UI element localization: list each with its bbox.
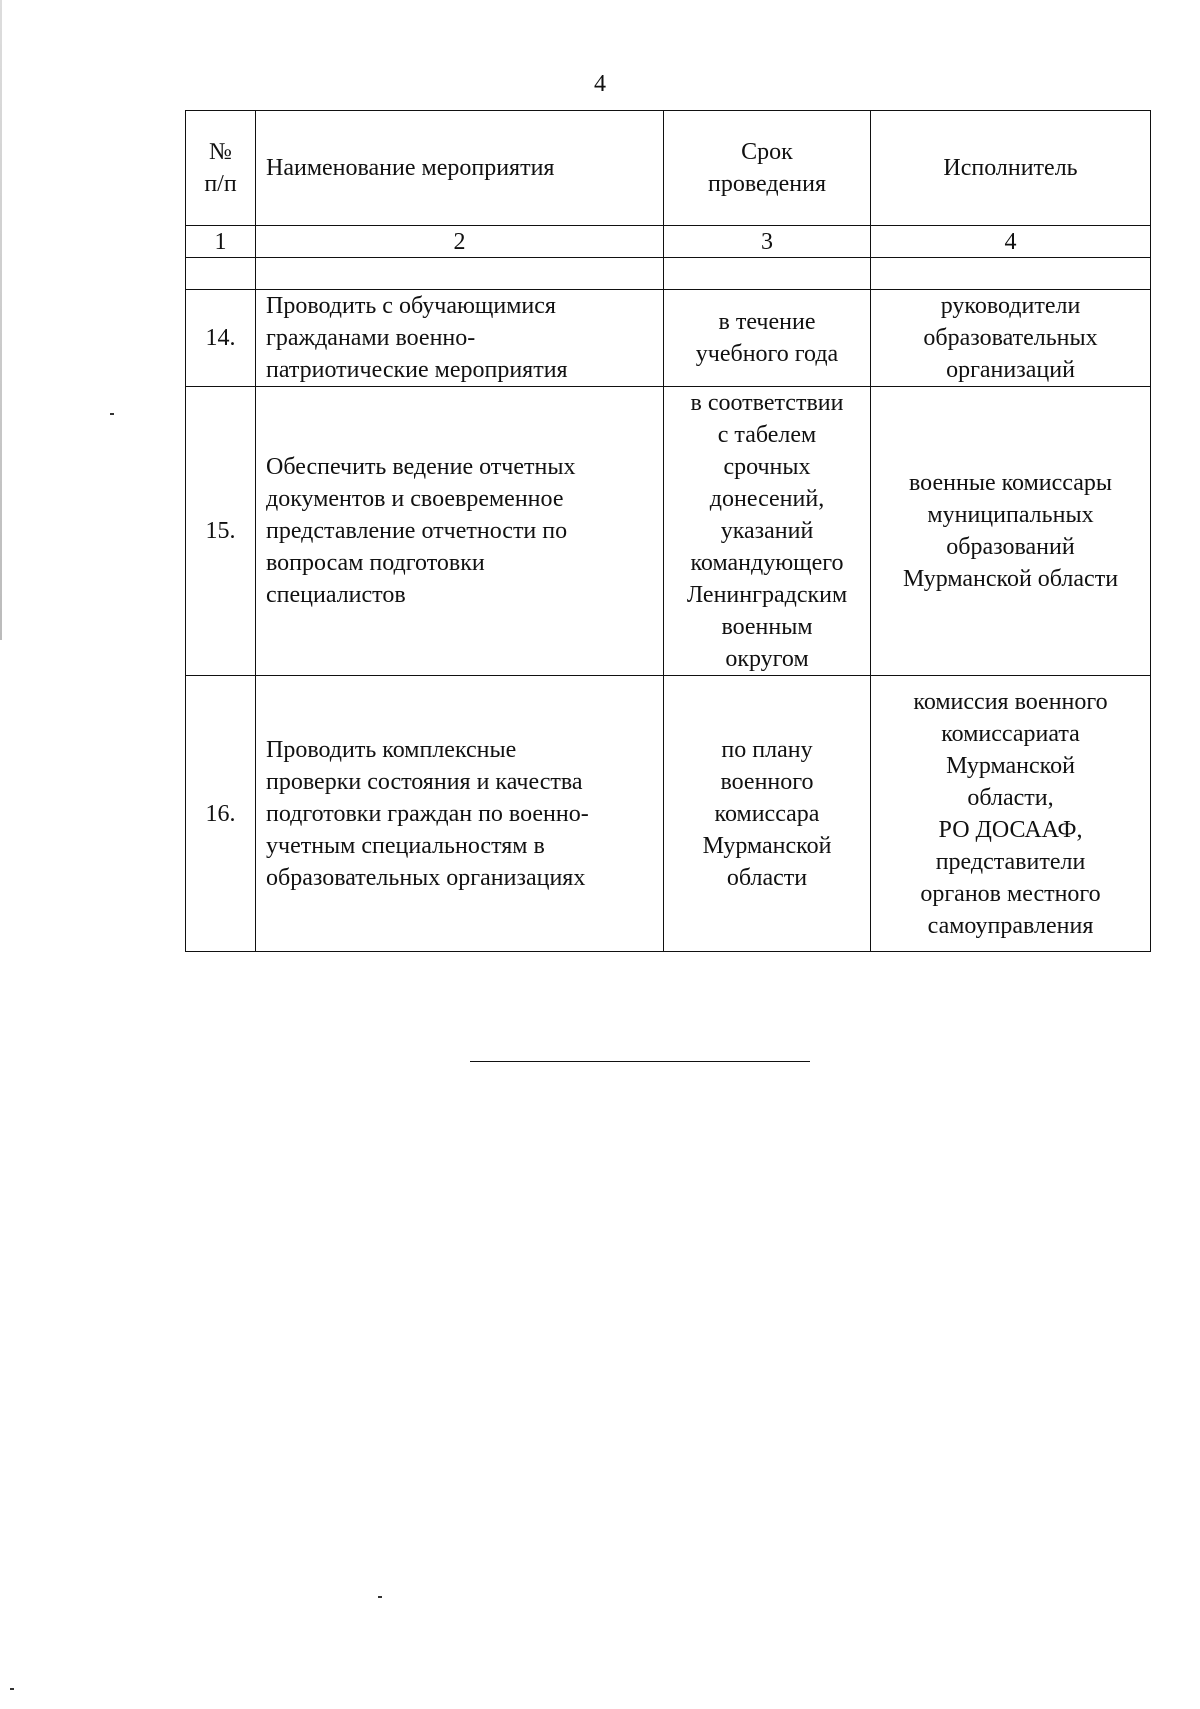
empty-row (186, 258, 1151, 290)
column-index-cell: 3 (664, 226, 871, 258)
row-executor: военные комиссары муниципальных образований Мурманской области (871, 387, 1151, 676)
scan-speck (110, 413, 114, 415)
page-number: 4 (594, 71, 606, 97)
empty-cell (871, 258, 1151, 290)
row-executor: комиссия военного комиссариата Мурманской области, РО ДОСААФ, представители органов местного самоуправления (871, 676, 1151, 952)
activities-table (185, 110, 1151, 952)
row-activity-name: Обеспечить ведение отчетных документов и своевременное представление отчетности по вопросам подготовки специалистов (256, 387, 664, 676)
header-activity-name: Наименование мероприятия (256, 111, 664, 226)
row-executor: руководители образовательных организаций (871, 290, 1151, 387)
table-row (186, 290, 1151, 387)
empty-cell (256, 258, 664, 290)
row-number: 15. (186, 387, 256, 676)
table-row (186, 387, 1151, 676)
scan-speck (10, 1688, 14, 1690)
row-term: в соответствии с табелем срочных донесений, указаний командующего Ленинградским военным округом (664, 387, 871, 676)
column-index-cell: 4 (871, 226, 1151, 258)
header-term: Срок проведения (664, 111, 871, 226)
header-executor: Исполнитель (871, 111, 1151, 226)
table-header-row (186, 111, 1151, 226)
empty-cell (664, 258, 871, 290)
document-end-line (470, 1061, 810, 1062)
scan-speck (378, 1596, 382, 1598)
row-term: в течение учебного года (664, 290, 871, 387)
row-term: по плану военного комиссара Мурманской области (664, 676, 871, 952)
column-index-cell: 1 (186, 226, 256, 258)
row-activity-name: Проводить комплексные проверки состояния и качества подготовки граждан по военно- учетным специальностям в образовательных организациях (256, 676, 664, 952)
row-number: 14. (186, 290, 256, 387)
row-activity-name: Проводить с обучающимися гражданами военно- патриотические мероприятия (256, 290, 664, 387)
table-row (186, 676, 1151, 952)
empty-cell (186, 258, 256, 290)
header-number: № п/п (186, 111, 256, 226)
column-index-row (186, 226, 1151, 258)
row-number: 16. (186, 676, 256, 952)
column-index-cell: 2 (256, 226, 664, 258)
